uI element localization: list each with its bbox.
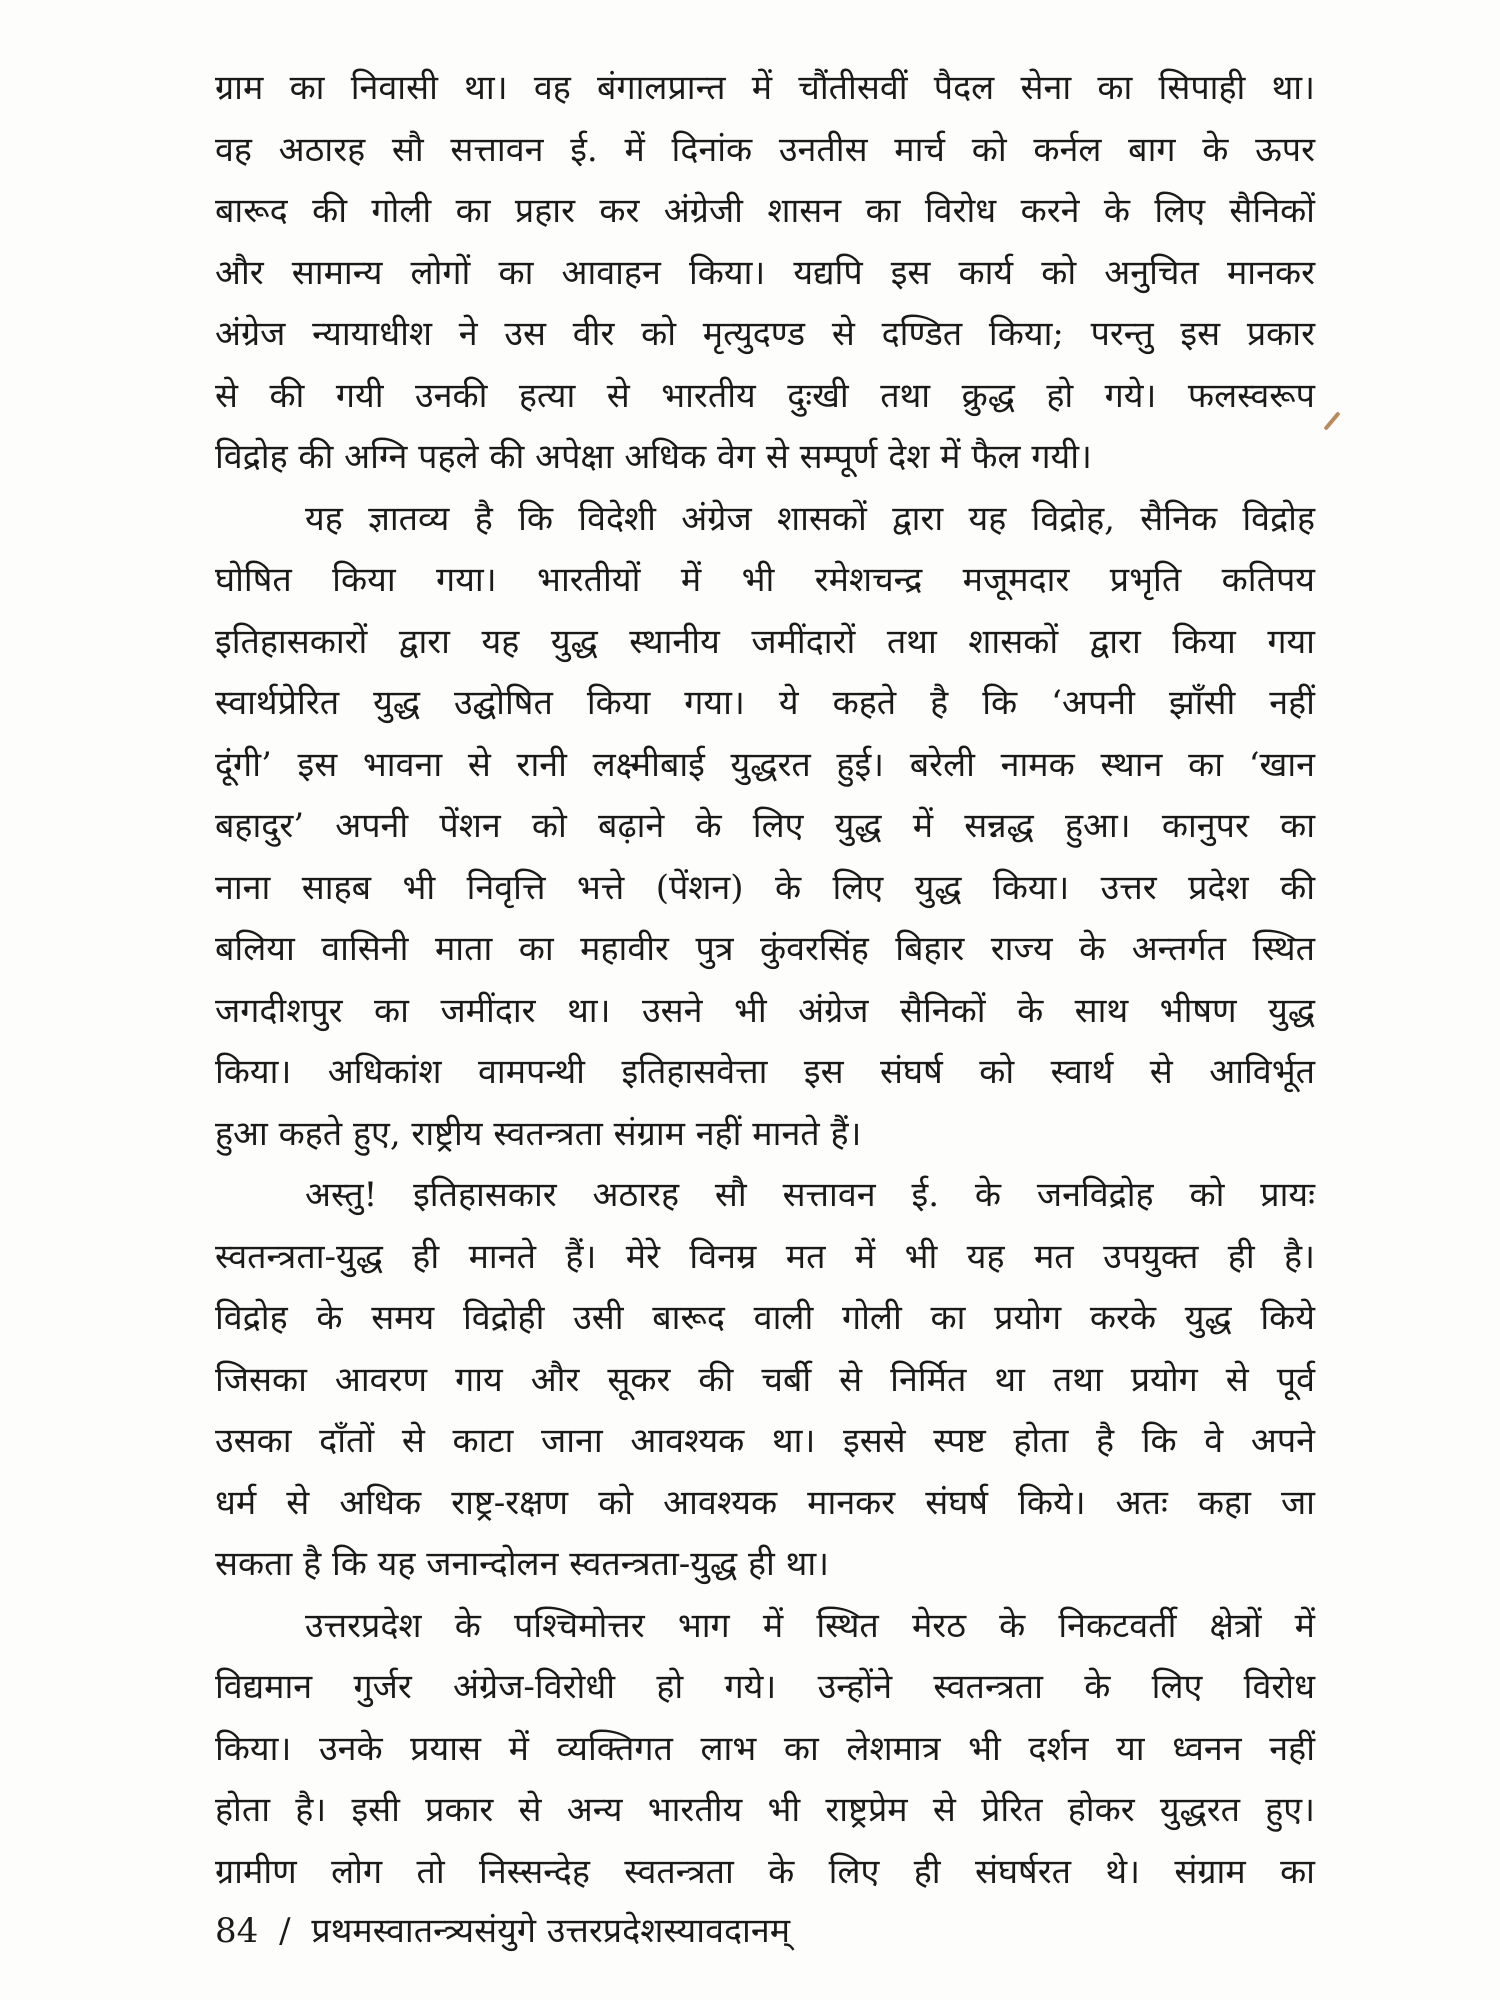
text-line: दूंगी’ इस भावना से रानी लक्ष्मीबाई युद्धरत हुई। बरेली नामक स्थान का ‘खान [215, 744, 1315, 785]
text-line: वह अठारह सौ सत्तावन ई. में दिनांक उनतीस मार्च को कर्नल बाग के ऊपर [215, 129, 1315, 170]
page-number: 84 [215, 1911, 259, 1951]
body-text [215, 58, 1315, 1903]
page-footer [215, 1906, 790, 1956]
footer-separator: / [279, 1911, 291, 1951]
text-line: अंग्रेज न्यायाधीश ने उस वीर को मृत्युदण्ड से दण्डित किया; परन्तु इस प्रकार [215, 314, 1315, 354]
text-line: धर्म से अधिक राष्ट्र-रक्षण को आवश्यक मानकर संघर्ष किये। अतः कहा जा [215, 1482, 1315, 1523]
text-line: नाना साहब भी निवृत्ति भत्ते (पेंशन) के लिए युद्ध किया। उत्तर प्रदेश की [215, 867, 1315, 908]
text-line: सकता है कि यह जनान्दोलन स्वतन्त्रता-युद्ध ही था। [215, 1544, 830, 1584]
text-line: ग्राम का निवासी था। वह बंगालप्रान्त में चौंतीसवीं पैदल सेना का सिपाही था। [215, 68, 1315, 108]
pen-mark [1323, 411, 1340, 430]
paragraph-start-line: अस्तु! इतिहासकार अठारह सौ सत्तावन ई. के जनविद्रोह को प्रायः [305, 1175, 1315, 1215]
text-line: किया। अधिकांश वामपन्थी इतिहासवेत्ता इस संघर्ष को स्वार्थ से आविर्भूत [215, 1052, 1315, 1092]
paragraph-start-line: यह ज्ञातव्य है कि विदेशी अंग्रेज शासकों द्वारा यह विद्रोह, सैनिक विद्रोह [305, 498, 1315, 539]
text-line: होता है। इसी प्रकार से अन्य भारतीय भी राष्ट्रप्रेम से प्रेरित होकर युद्धरत हुए। [215, 1790, 1315, 1830]
text-line: और सामान्य लोगों का आवाहन किया। यद्यपि इस कार्य को अनुचित मानकर [215, 252, 1315, 293]
text-line: जिसका आवरण गाय और सूकर की चर्बी से निर्मित था तथा प्रयोग से पूर्व [215, 1359, 1315, 1400]
text-line: स्वतन्त्रता-युद्ध ही मानते हैं। मेरे विनम्र मत में भी यह मत उपयुक्त ही है। [215, 1236, 1315, 1277]
text-line: इतिहासकारों द्वारा यह युद्ध स्थानीय जमींदारों तथा शासकों द्वारा किया गया [215, 621, 1315, 662]
text-line: बारूद की गोली का प्रहार कर अंग्रेजी शासन का विरोध करने के लिए सैनिकों [215, 191, 1315, 231]
text-line: विद्रोह के समय विद्रोही उसी बारूद वाली गोली का प्रयोग करके युद्ध किये [215, 1298, 1315, 1338]
text-line: किया। उनके प्रयास में व्यक्तिगत लाभ का लेशमात्र भी दर्शन या ध्वनन नहीं [215, 1728, 1315, 1769]
text-line: जगदीशपुर का जमींदार था। उसने भी अंग्रेज सैनिकों के साथ भीषण युद्ध [215, 990, 1315, 1031]
text-line: उसका दाँतों से काटा जाना आवश्यक था। इससे स्पष्ट होता है कि वे अपने [215, 1421, 1315, 1461]
text-line: विद्यमान गुर्जर अंग्रेज-विरोधी हो गये। उन्होंने स्वतन्त्रता के लिए विरोध [215, 1667, 1315, 1707]
text-line: बलिया वासिनी माता का महावीर पुत्र कुंवरसिंह बिहार राज्य के अन्तर्गत स्थित [215, 929, 1315, 969]
paragraph-start-line: उत्तरप्रदेश के पश्चिमोत्तर भाग में स्थित मेरठ के निकटवर्ती क्षेत्रों में [305, 1605, 1315, 1646]
book-title: प्रथमस्वातन्त्र्यसंयुगे उत्तरप्रदेशस्यावदानम् [311, 1911, 791, 1951]
text-line: हुआ कहते हुए, राष्ट्रीय स्वतन्त्रता संग्राम नहीं मानते हैं। [215, 1113, 862, 1154]
text-line: से की गयी उनकी हत्या से भारतीय दुःखी तथा क्रुद्ध हो गये। फलस्वरूप [215, 375, 1315, 416]
text-line: विद्रोह की अग्नि पहले की अपेक्षा अधिक वेग से सम्पूर्ण देश में फैल गयी। [215, 437, 1092, 477]
text-line: बहादुर’ अपनी पेंशन को बढ़ाने के लिए युद्ध में सन्नद्ध हुआ। कानुपर का [215, 806, 1315, 846]
text-line: स्वार्थप्रेरित युद्ध उद्घोषित किया गया। ये कहते है कि ‘अपनी झाँसी नहीं [215, 683, 1315, 723]
text-line: ग्रामीण लोग तो निस्सन्देह स्वतन्त्रता के लिए ही संघर्षरत थे। संग्राम का [215, 1851, 1315, 1892]
text-line: घोषित किया गया। भारतीयों में भी रमेशचन्द्र मजूमदार प्रभृति कतिपय [215, 560, 1315, 600]
